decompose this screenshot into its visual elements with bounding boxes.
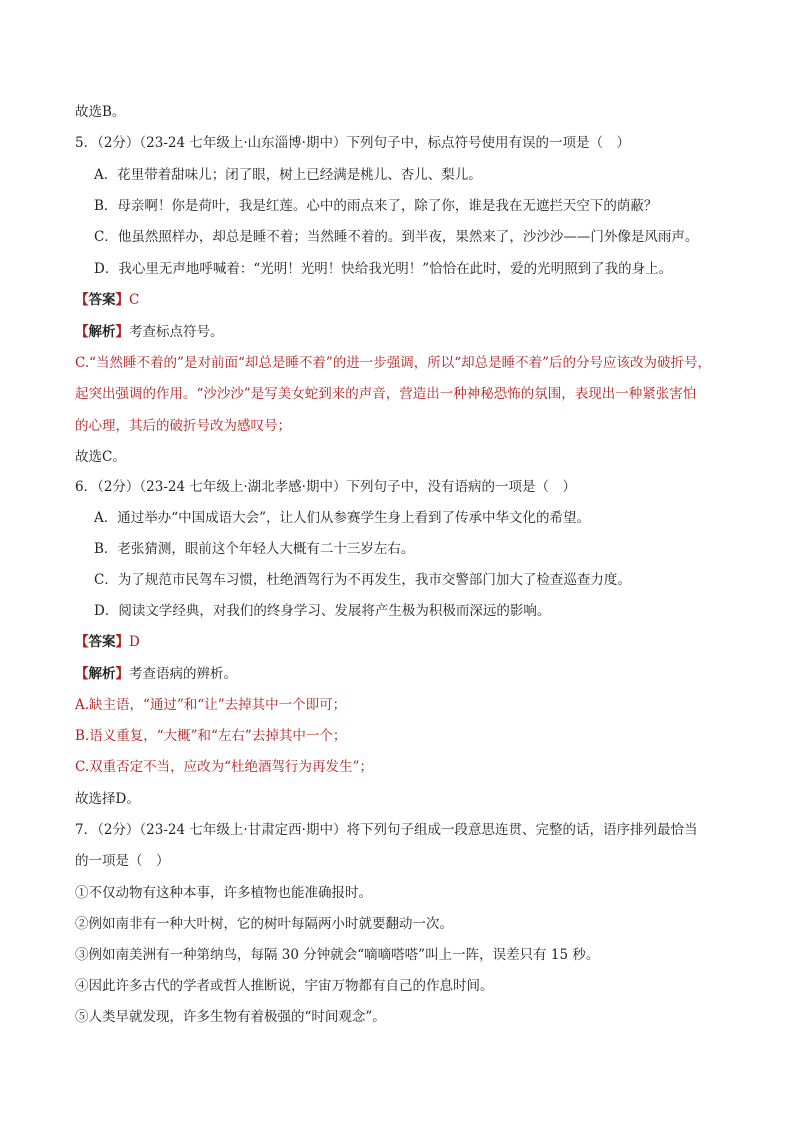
q6-option-a: A．通过举办“中国成语大会”，让人们从参赛学生身上看到了传承中华文化的希望。: [94, 510, 591, 526]
q7-sentence-4: ④因此许多古代的学者或哲人推断说，宇宙万物都有自己的作息时间。: [75, 978, 494, 994]
q5-explanation-line-1: C.“当然睡不着的”是对前面“却总是睡不着”的进一步强调，所以“却总是睡不着”后的分号应该改为破折号，: [75, 355, 712, 371]
q6-option-d: D．阅读文学经典，对我们的终身学习、发展将产生极为积极而深远的影响。: [94, 603, 551, 619]
q7-stem-line-2: 的一项是（ ）: [75, 853, 170, 869]
q5-option-d: D．我心里无声地呼喊着：“光明！光明！快给我光明！”恰恰在此时，爱的光明照到了我的身上。: [94, 261, 673, 277]
q6-conclusion: 故选择D。: [75, 791, 140, 807]
q5-answer-value: C: [129, 292, 140, 308]
q7-sentence-3: ③例如南美洲有一种第纳鸟，每隔 30 分钟就会“嘀嘀嗒嗒”叫上一阵，误差只有 15 秒。: [75, 947, 600, 963]
q6-answer-line: [75, 630, 140, 654]
q7-sentence-2: ②例如南非有一种大叶树，它的树叶每隔两小时就要翻动一次。: [75, 916, 453, 932]
q6-analysis-tag: 【解析】: [75, 666, 129, 682]
q6-option-b: B．老张猜测，眼前这个年轻人大概有二十三岁左右。: [94, 541, 415, 557]
q6-analysis-line: [75, 662, 237, 686]
q5-analysis-intro: 考查标点符号。: [129, 324, 224, 340]
q6-explanation-line-2: B.语义重复，“大概”和“左右”去掉其中一个；: [75, 728, 347, 744]
q5-answer-tag: 【答案】: [75, 292, 129, 308]
q7-stem-line-1: 7．（2分）（23-24 七年级上·甘肃定西·期中）将下列句子组成一段意思连贯、完整的话，语序排列最恰当: [75, 822, 698, 838]
q5-option-b: B．母亲啊！你是荷叶，我是红莲。心中的雨点来了，除了你，谁是我在无遮拦天空下的荫蔽？: [94, 198, 658, 214]
q5-analysis-tag: 【解析】: [75, 324, 129, 340]
q6-analysis-intro: 考查语病的辨析。: [129, 666, 237, 682]
q5-answer-line: [75, 288, 139, 312]
q6-explanation-line-3: C.双重否定不当，应改为“杜绝酒驾行为再发生”；: [75, 759, 373, 775]
q7-sentence-5: ⑤人类早就发现，许多生物有着极强的“时间观念”。: [75, 1009, 386, 1025]
q6-explanation-line-1: A.缺主语，“通过”和“让”去掉其中一个即可；: [75, 697, 347, 713]
q7-sentence-1: ①不仅动物有这种本事，许多植物也能准确报时。: [75, 885, 372, 901]
q6-option-c: C．为了规范市民驾车习惯，杜绝酒驾行为不再发生，我市交警部门加大了检查巡查力度。: [94, 572, 631, 588]
q5-explanation-line-3: 的心理，其后的破折号改为感叹号；: [75, 418, 291, 434]
q5-option-c: C．他虽然照样办，却总是睡不着；当然睡不着的。到半夜，果然来了，沙沙沙——门外像是风雨声。: [94, 229, 699, 245]
q6-answer-tag: 【答案】: [75, 634, 129, 650]
q5-analysis-line: [75, 320, 224, 344]
q5-conclusion: 故选C。: [75, 449, 126, 465]
q5-explanation-line-2: 起突出强调的作用。“沙沙沙”是写美女蛇到来的声音，营造出一种神秘恐怖的氛围，表现出一种紧张害怕: [75, 386, 697, 402]
q6-answer-value: D: [129, 634, 140, 650]
q5-option-a: A．花里带着甜味儿；闭了眼，树上已经满是桃儿、杏儿、梨儿。: [94, 167, 482, 183]
q5-stem: 5．（2分）（23-24 七年级上·山东淄博·期中）下列句子中，标点符号使用有误的一项是（ ）: [75, 135, 630, 151]
prev-conclusion: 故选B。: [75, 104, 126, 120]
q6-stem: 6．（2分）（23-24 七年级上·湖北孝感·期中）下列句子中，没有语病的一项是（ ）: [75, 479, 576, 495]
